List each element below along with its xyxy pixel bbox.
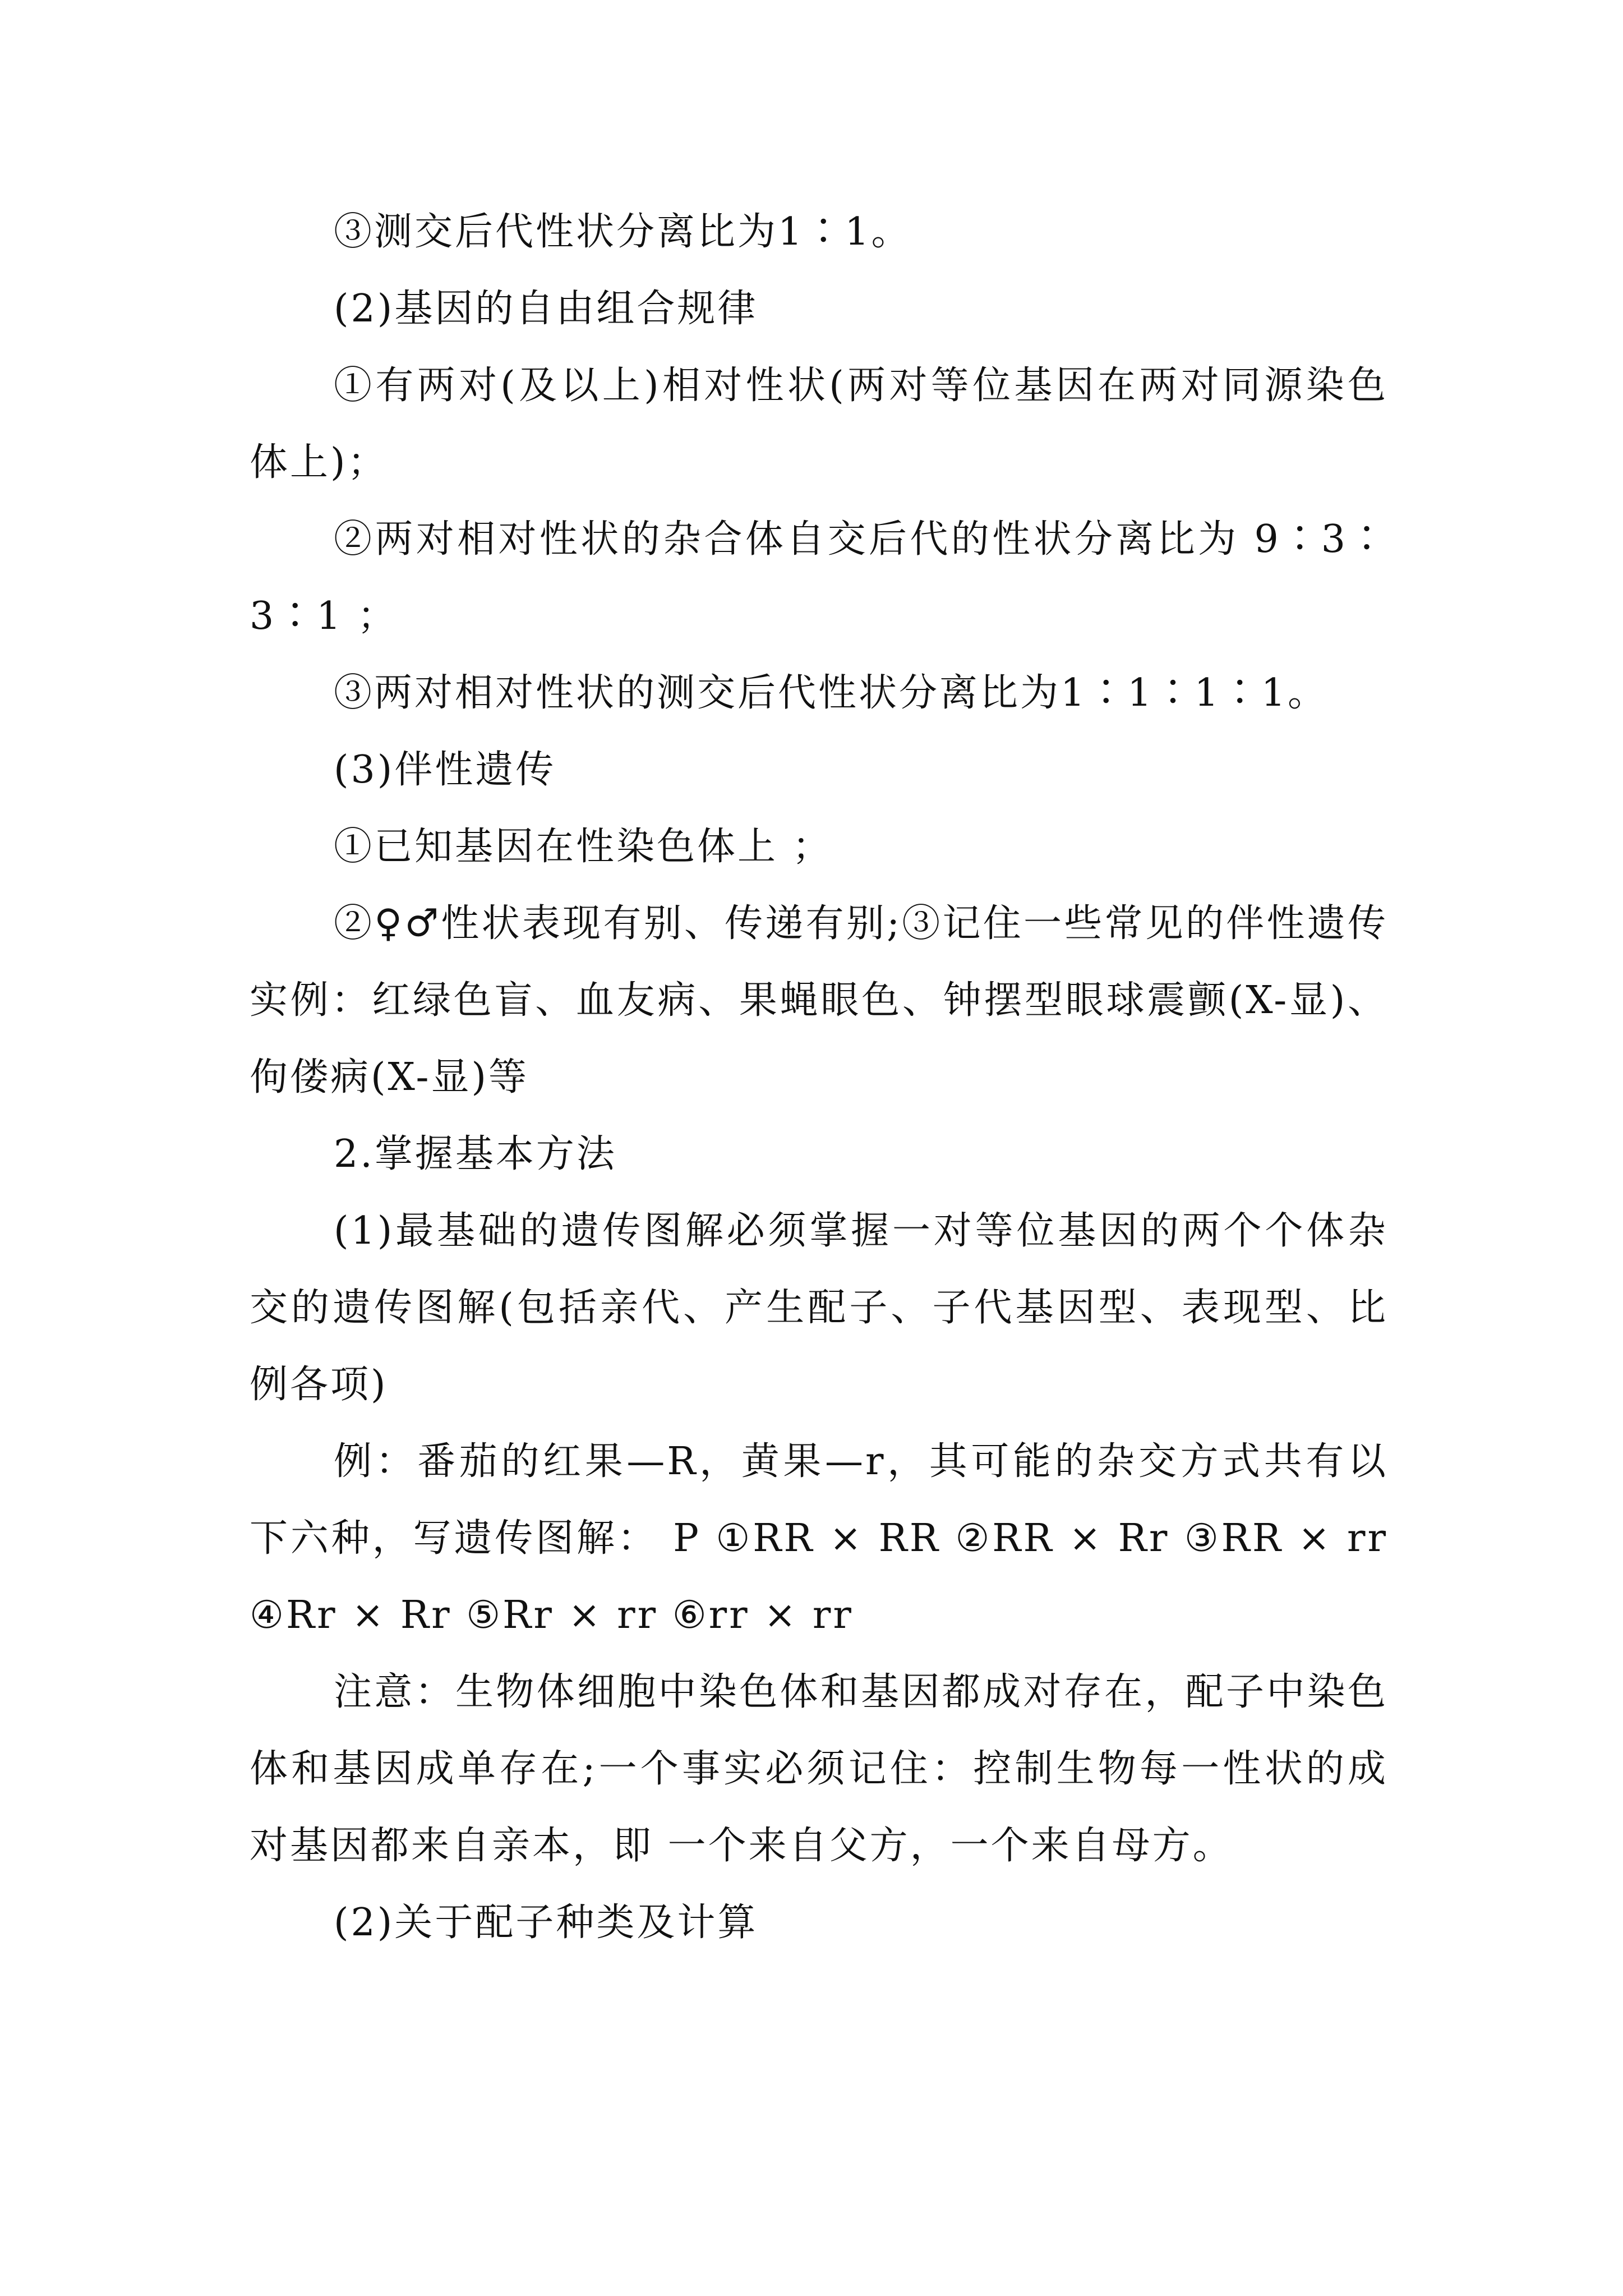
paragraph-sex-chromosome: ①已知基因在性染色体上 ； [334, 825, 833, 869]
heading-sex-linked: (3)伴性遗传 [334, 748, 556, 792]
heading-gamete-types: (2)关于配子种类及计算 [334, 1901, 758, 1945]
paragraph-dihybrid-ratio: ②两对相对性状的杂合体自交后代的性状分离比为 9∶3∶3∶1 ； [250, 517, 1388, 638]
heading-independent-assortment: (2)基因的自由组合规律 [334, 287, 758, 331]
paragraph-tomato-example: 例：番茄的红果—R，黄果—r，其可能的杂交方式共有以下六种，写遗传图解： P ①RR × RR ②RR × Rr ③RR × rr ④Rr × Rr ⑤Rr × rr ⑥rr × rr [250, 1439, 1388, 1637]
heading-basic-methods: 2.掌握基本方法 [334, 1132, 617, 1176]
document-body [250, 194, 1388, 1961]
paragraph-two-pairs-traits: ①有两对(及以上)相对性状(两对等位基因在两对同源染色体上)； [250, 364, 1388, 485]
paragraph-note: 注意：生物体细胞中染色体和基因都成对存在，配子中染色体和基因成单存在;一个事实必须记住：控制生物每一性状的成对基因都来自亲本，即 一个来自父方，一个来自母方。 [250, 1670, 1388, 1868]
paragraph-genetic-diagram: (1)最基础的遗传图解必须掌握一对等位基因的两个个体杂交的遗传图解(包括亲代、产生配子、子代基因型、表现型、比例各项) [250, 1209, 1388, 1407]
paragraph-sex-linked-examples: ②♀♂性状表现有别、传递有别;③记住一些常见的伴性遗传实例：红绿色盲、血友病、果蝇眼色、钟摆型眼球震颤(X-显)、佝偻病(X-显)等 [250, 901, 1388, 1099]
paragraph-testcross-ratio: ③测交后代性状分离比为1∶1。 [334, 210, 912, 254]
paragraph-dihybrid-testcross: ③两对相对性状的测交后代性状分离比为1∶1∶1∶1。 [334, 671, 1329, 715]
